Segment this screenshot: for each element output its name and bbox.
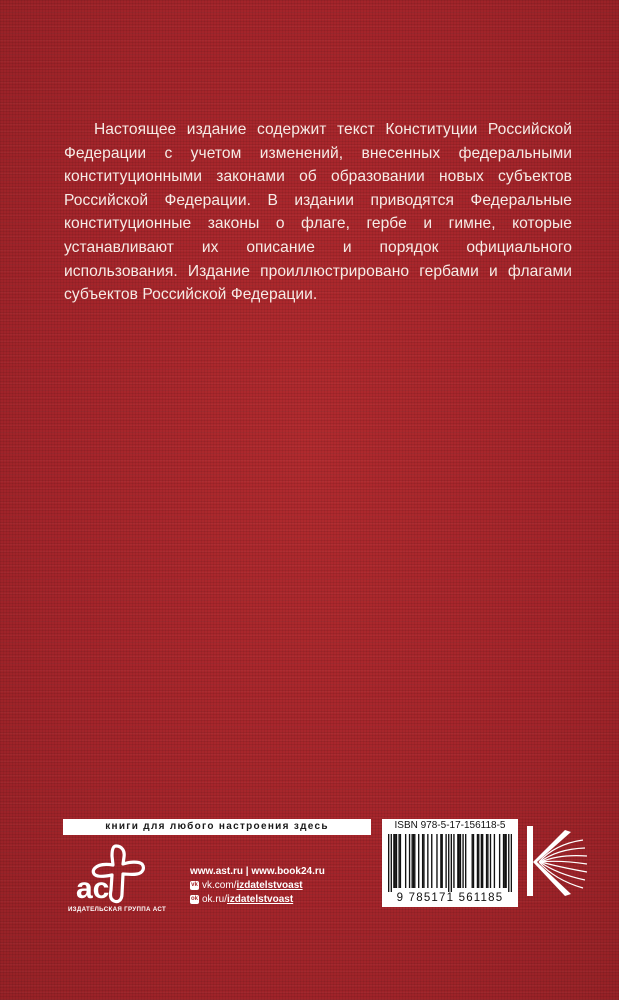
barcode-bar <box>478 834 479 888</box>
odnoklassniki-icon: ok <box>190 895 198 902</box>
barcode-bar <box>486 834 487 888</box>
barcode-bar <box>427 834 428 888</box>
barcode-bar <box>487 834 488 888</box>
barcode-bar <box>494 834 495 888</box>
annotation-text-block <box>64 118 572 307</box>
barcode-bar <box>442 834 443 888</box>
social-link-vk[interactable] <box>190 880 303 891</box>
book24-logo <box>525 822 595 907</box>
barcode-bar <box>503 834 504 888</box>
barcode-bar <box>453 834 454 888</box>
barcode-bar <box>499 834 500 888</box>
barcode-bar <box>505 834 506 888</box>
isbn-label: ISBN 978-5-17-156118-5 <box>394 820 506 831</box>
barcode-bar <box>422 834 423 888</box>
barcode-bar <box>423 834 424 888</box>
barcode-bar <box>460 834 461 888</box>
barcode-bar <box>400 834 401 888</box>
barcode-bar <box>482 834 483 888</box>
social-handle: izdatelstvoast <box>236 880 303 891</box>
ast-logo <box>72 842 160 928</box>
barcode-bar <box>511 834 512 892</box>
barcode-bar <box>405 834 406 888</box>
ast-cross-icon <box>72 842 160 912</box>
barcode-bar <box>418 834 419 888</box>
barcode-bars <box>388 834 512 892</box>
barcode-bar <box>508 834 509 892</box>
open-book-icon <box>525 822 595 902</box>
website-links[interactable]: www.ast.ru | www.book24.ru <box>190 866 325 877</box>
barcode-bar <box>413 834 414 888</box>
barcode-bar <box>395 834 396 888</box>
barcode-bar <box>431 834 432 888</box>
barcode-digits: 9 785171 561185 <box>396 892 504 904</box>
social-handle: izdatelstvoast <box>227 894 294 905</box>
barcode-bar <box>440 834 441 888</box>
social-prefix: ok.ru/ <box>202 894 228 905</box>
barcode-bar <box>414 834 415 888</box>
annotation-paragraph: Настоящее издание содержит текст Конституции Российской Федерации с учетом изменений, внесенных федеральными конституционными законами об образовании новых субъектов Российской Федерации. В издании приводятся Федеральные конституционные законы о флаге, гербе и гимне, которые устанавливают их описание и порядок официального использования. Издание проиллюстрировано гербами и флагами субъектов Российской Федерации. <box>64 121 572 304</box>
barcode-bar <box>451 834 452 892</box>
social-prefix: vk.com/ <box>202 880 237 891</box>
tagline-banner: книги для любого настроения здесь <box>63 819 371 835</box>
barcode-bar <box>458 834 459 888</box>
barcode-bar <box>457 834 458 888</box>
barcode-bar <box>396 834 397 888</box>
barcode-bar <box>445 834 446 888</box>
barcode-bar <box>393 834 394 888</box>
barcode-bar <box>465 834 466 888</box>
barcode-bar <box>436 834 437 888</box>
publisher-name: ИЗДАТЕЛЬСКАЯ ГРУППА АСТ <box>67 906 167 913</box>
barcode-bar <box>481 834 482 888</box>
barcode-bar <box>411 834 412 888</box>
barcode-bar <box>473 834 474 888</box>
barcode-bar <box>504 834 505 888</box>
isbn-barcode <box>382 819 518 907</box>
barcode-bar <box>388 834 389 892</box>
barcode-bar <box>477 834 478 888</box>
barcode-bar <box>472 834 473 888</box>
social-link-ok[interactable] <box>190 894 293 905</box>
barcode-bar <box>490 834 491 888</box>
barcode-bar <box>409 834 410 888</box>
vk-icon: vk <box>191 881 198 888</box>
barcode-bar <box>462 834 463 888</box>
barcode-bar <box>391 834 392 892</box>
ast-logo-letters: ac <box>76 872 110 905</box>
barcode-bar <box>448 834 449 892</box>
barcode-bar <box>398 834 399 888</box>
